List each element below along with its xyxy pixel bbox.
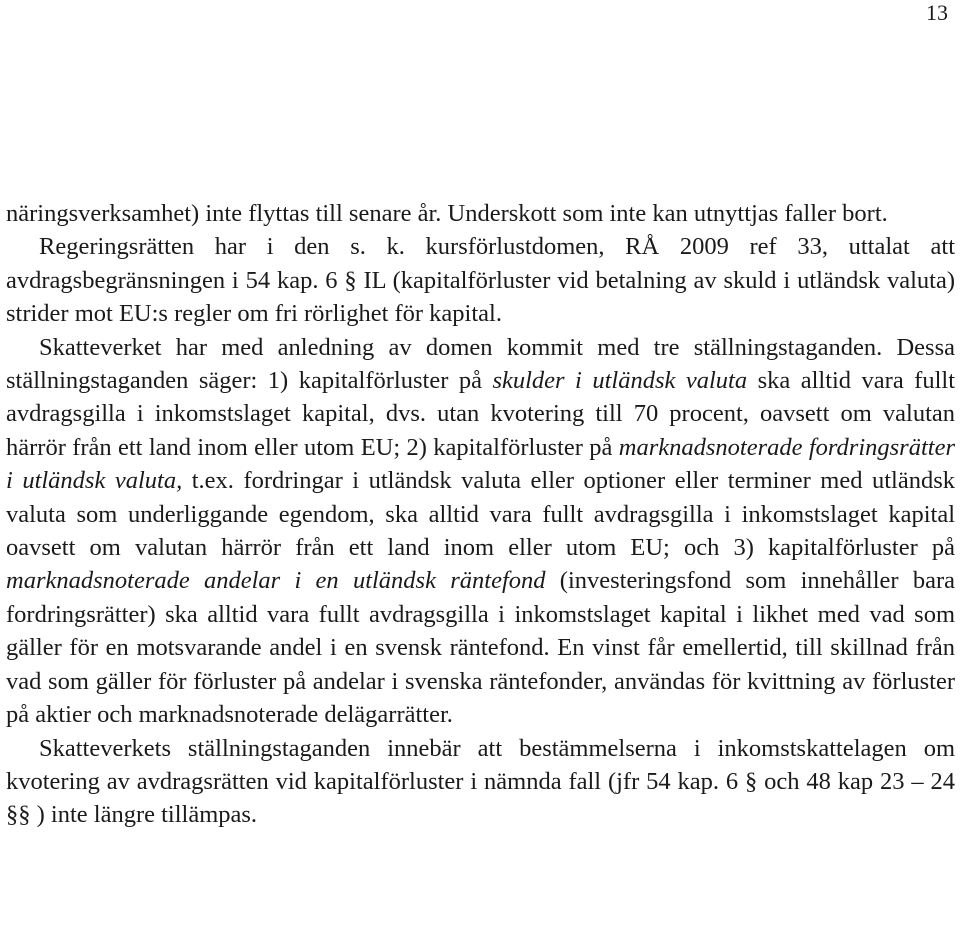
text-segment: Skatteverkets ställningstaganden innebär att bestämmelserna i inkomstskattelagen om kvotering av avdragsrätten vid kapitalförluster i nämnda fall (jfr 54 kap. 6 § och 48 kap 23 – 24 §§ ) inte längre tillämpas. <box>6 734 955 829</box>
document-body <box>6 197 955 832</box>
text-segment: Regeringsrätten har i den s. k. kursförlustdomen, RÅ 2009 ref 33, uttalat att avdragsbegränsningen i 54 kap. 6 § IL (kapitalförluster vid betalning av skuld i utländsk valuta) strider mot EU:s regler om fri rörlighet för kapital. <box>6 233 955 328</box>
paragraph <box>6 230 955 330</box>
paragraph <box>6 732 955 832</box>
text-segment: t.ex. fordringar i utländsk valuta eller optioner eller terminer med utländsk valuta som underliggande egendom, ska alltid vara fullt avdragsgilla i inkomstslaget kapital oavsett om valutan härrör från ett land inom eller utom EU; och 3) kapitalförluster på <box>6 467 955 562</box>
italic-text-segment: marknadsnoterade andelar i en utländsk räntefond <box>6 567 546 595</box>
paragraph <box>6 197 955 230</box>
text-segment: (investeringsfond som innehåller bara fordringsrätter) ska alltid vara fullt avdragsgilla i inkomstslaget kapital i likhet med vad som gäller för en motsvarande andel i en svensk räntefond. En vinst får emellertid, till skillnad från vad som gäller för förluster på andelar i svenska räntefonder, användas för kvittning av förluster på aktier och marknadsnoterade delägarrätter. <box>6 567 955 729</box>
italic-text-segment: marknadsnoterade fordringsrätter i utländsk valuta, <box>6 433 955 495</box>
italic-text-segment: skulder i utländsk valuta <box>492 367 748 395</box>
page-number: 13 <box>926 0 948 25</box>
text-segment: Skatteverket har med anledning av domen kommit med tre ställningstaganden. Dessa ställningstaganden säger: 1) kapitalförluster på <box>6 333 955 395</box>
paragraph <box>6 331 955 732</box>
text-segment: ska alltid vara fullt avdragsgilla i inkomstslaget kapital, dvs. utan kvotering till 70 procent, oavsett om valutan härrör från ett land inom eller utom EU; 2) kapitalförluster på <box>6 367 956 461</box>
text-segment: näringsverksamhet) inte flyttas till senare år. Underskott som inte kan utnyttjas faller bort. <box>6 200 888 227</box>
